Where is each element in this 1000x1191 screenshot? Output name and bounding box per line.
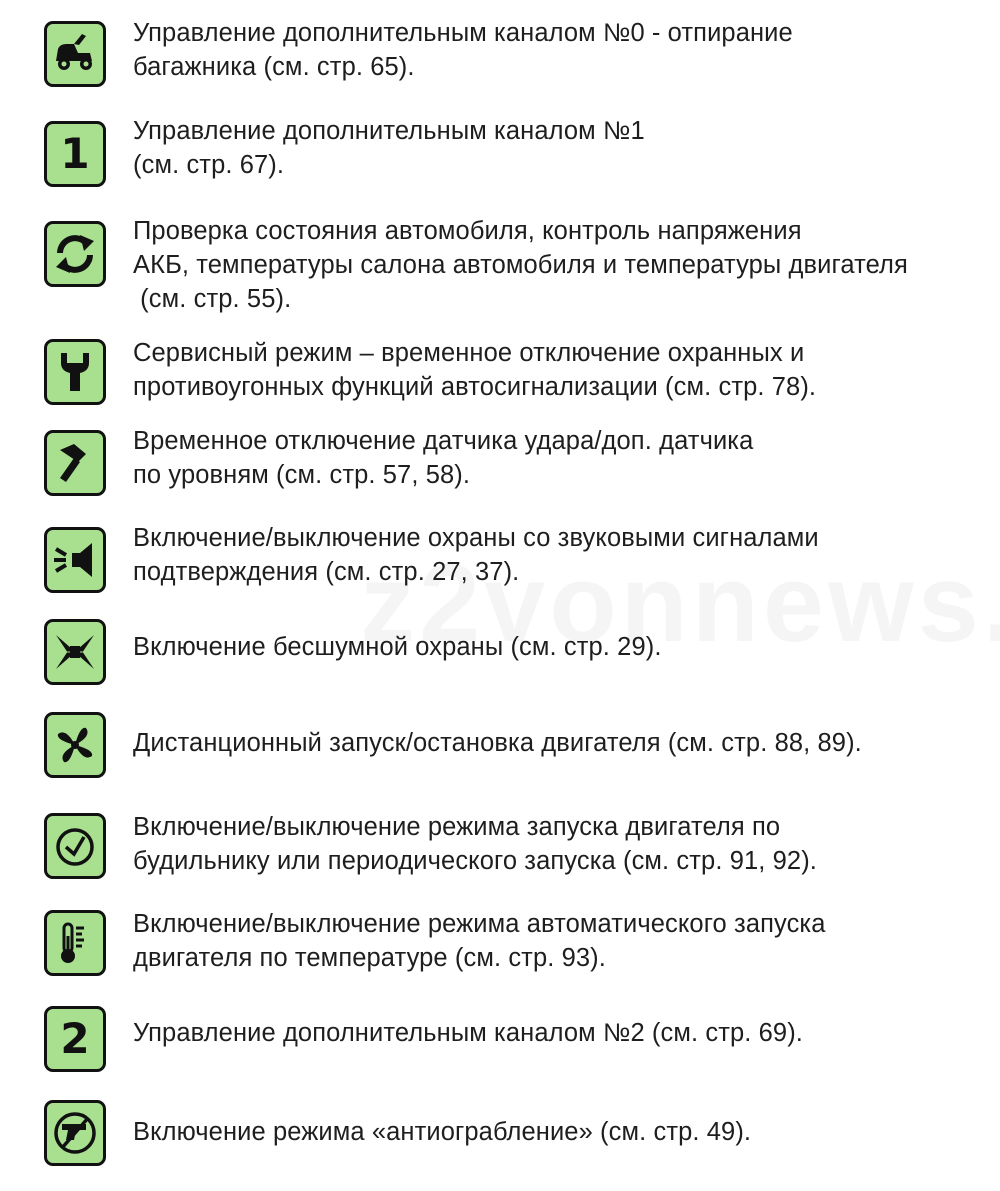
speaker-icon bbox=[44, 527, 106, 593]
item-description: Дистанционный запуск/остановка двигателя (см. стр. 88, 89). bbox=[133, 729, 862, 757]
item-description: Включение бесшумной охраны (см. стр. 29). bbox=[133, 633, 662, 661]
item-description: Временное отключение датчика удара/доп. датчика по уровням (см. стр. 57, 58). bbox=[133, 427, 754, 489]
clock-icon bbox=[44, 813, 106, 879]
wrench-icon bbox=[44, 339, 106, 405]
item-description: Сервисный режим – временное отключение охранных и противоугонных функций автосигнализации (см. стр. 78). bbox=[133, 339, 817, 401]
item-description: Включение/выключение охраны со звуковыми сигналами подтверждения (см. стр. 27, 37). bbox=[133, 524, 819, 586]
silent-arm-icon bbox=[44, 619, 106, 685]
anti-hijack-icon bbox=[44, 1100, 106, 1166]
item-description: Включение/выключение режима запуска двигателя по будильнику или периодического запуска (см. стр. 91, 92). bbox=[133, 813, 817, 875]
item-description: Управление дополнительным каналом №0 - отпирание багажника (см. стр. 65). bbox=[133, 19, 793, 81]
fan-icon bbox=[44, 712, 106, 778]
item-description: Включение режима «антиограбление» (см. стр. 49). bbox=[133, 1118, 752, 1146]
digit-1-icon: 1 bbox=[44, 121, 106, 187]
digit-2-icon: 2 bbox=[44, 1006, 106, 1072]
item-description: Включение/выключение режима автоматического запуска двигателя по температуре (см. стр. 93). bbox=[133, 910, 826, 972]
item-description: Управление дополнительным каналом №1 (см. стр. 67). bbox=[133, 117, 645, 179]
thermometer-icon bbox=[44, 910, 106, 976]
refresh-icon bbox=[44, 221, 106, 287]
hammer-icon bbox=[44, 430, 106, 496]
item-description: Проверка состояния автомобиля, контроль напряжения АКБ, температуры салона автомобиля и температуры двигателя (см. стр. 55). bbox=[133, 217, 908, 313]
trunk-icon bbox=[44, 21, 106, 87]
item-description: Управление дополнительным каналом №2 (см. стр. 69). bbox=[133, 1019, 803, 1047]
